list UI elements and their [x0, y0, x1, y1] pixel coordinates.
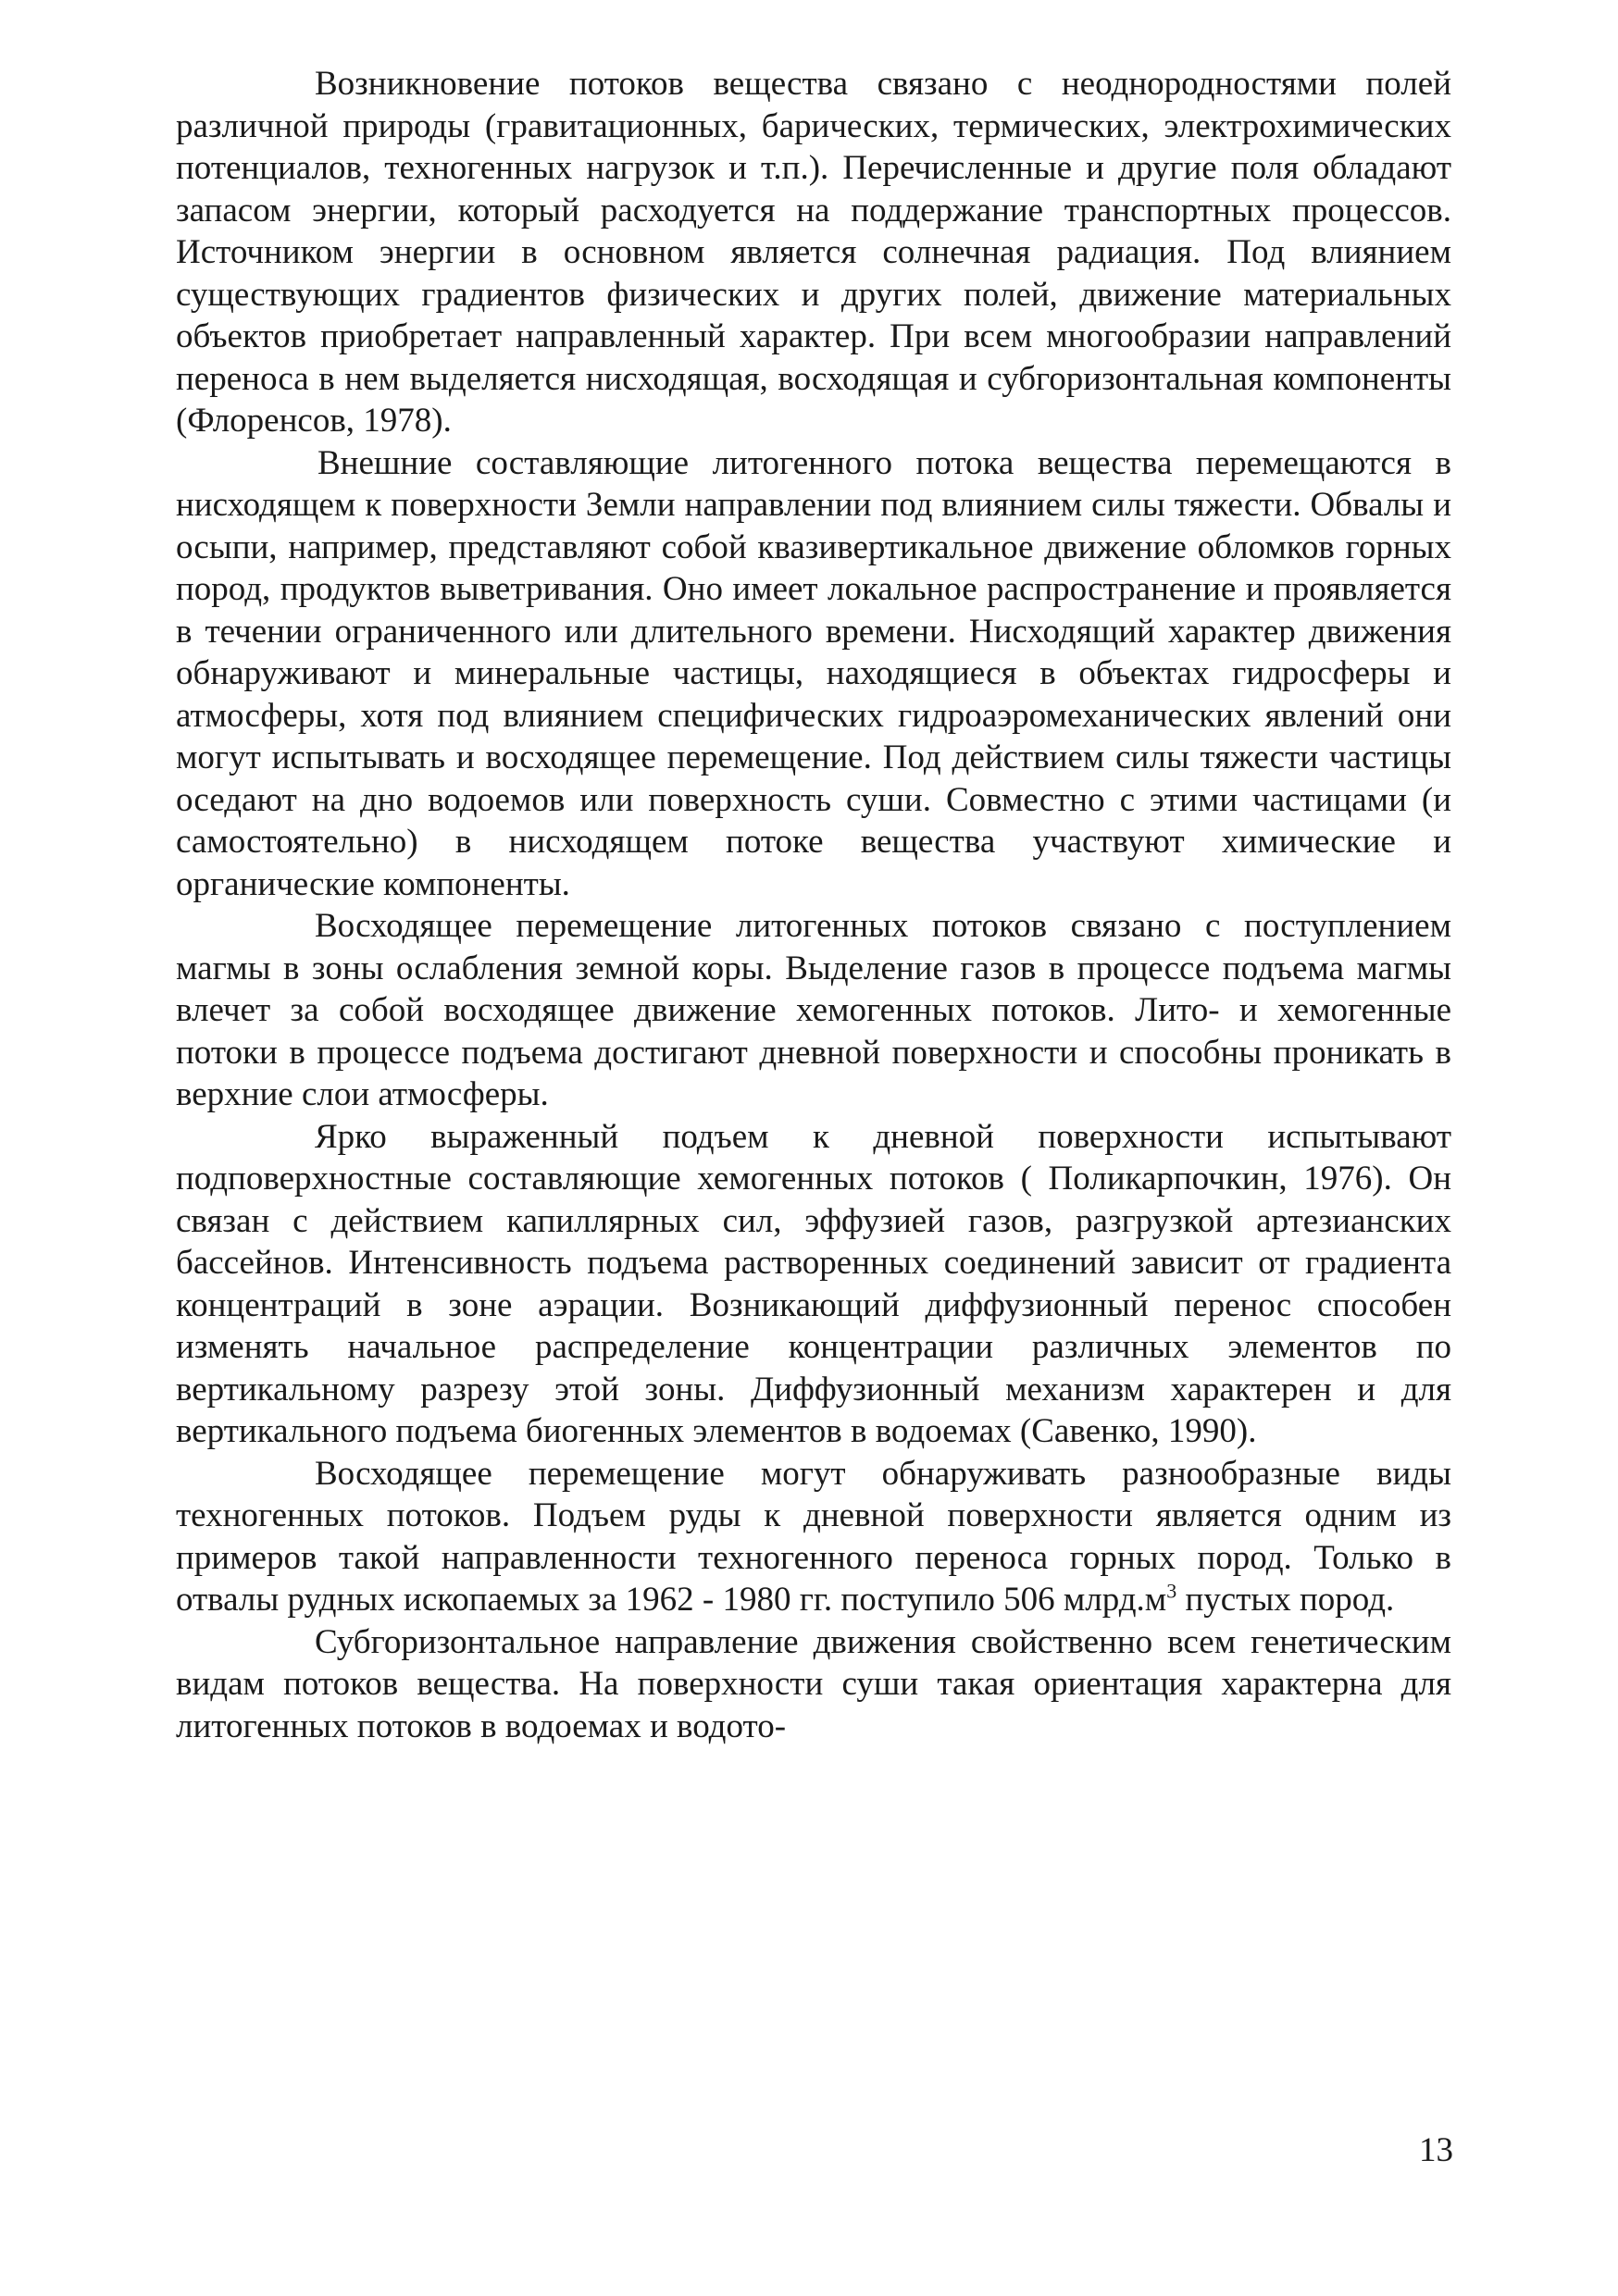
- paragraph-6: Субгоризонтальное направление движения свойственно всем генетическим видам потоков вещества. На поверхности суши такая ориентация характерна для литогенных потоков в водоемах и водото-: [176, 1622, 1451, 1745]
- paragraph-1: Возникновение потоков вещества связано с неоднородностями полей различной природы (гравитационных, барических, термических, электрохимических потенциалов, техногенных нагрузок и т.п.). Перечисленные и другие поля обладают запасом энергии, который расходуется на поддержание транспортных процессов. Источником энергии в основном является солнечная радиация. Под влиянием существующих градиентов физических и других полей, движение материальных объектов приобретает направленный характер. При всем многообразии направлений переноса в нем выделяется нисходящая, восходящая и субгоризонтальная компоненты (Флоренсов, 1978).: [176, 65, 1451, 440]
- paragraph-5-text: Восходящее перемещение могут обнаруживать разнообразные виды техногенных потоков. Подъем руды к дневной поверхности является одним из примеров такой направленности техногенного переноса горных пород. Только в отвалы рудных ископаемых за 1962 - 1980 гг. поступило 506 млрд.м: [176, 1454, 1451, 1619]
- paragraph-3: Восходящее перемещение литогенных потоков связано с поступлением магмы в зоны ослабления земной коры. Выделение газов в процессе подъема магмы влечет за собой восходящее движение хемогенных потоков. Лито- и хемогенные потоки в процессе подъема достигают дневной поверхности и способны проникать в верхние слои атмосферы.: [176, 907, 1451, 1113]
- paragraph-5-tail: пустых пород.: [1176, 1581, 1395, 1619]
- superscript-cubic: 3: [1166, 1579, 1177, 1603]
- paragraph-5: [176, 1453, 1451, 1621]
- paragraph-2: Внешние составляющие литогенного потока вещества перемещаются в нисходящем к поверхности Земли направлении под влиянием силы тяжести. Обвалы и осыпи, например, представляют собой квазивертикальное движение обломков горных пород, продуктов выветривания. Оно имеет локальное распространение и проявляется в течении ограниченного или длительного времени. Нисходящий характер движения обнаруживают и минеральные частицы, находящиеся в объектах гидросферы и атмосферы, хотя под влиянием специфических гидроаэромеханических явлений они могут испытывать и восходящее перемещение. Под действием силы тяжести частицы оседают на дно водоемов или поверхность суши. Совместно с этими частицами (и самостоятельно) в нисходящем потоке вещества участвуют химические и органические компоненты.: [176, 443, 1451, 903]
- paragraph-4: Ярко выраженный подъем к дневной поверхности испытывают подповерхностные составляющие хемогенных потоков ( Поликарпочкин, 1976). Он связан с действием капиллярных сил, эффузией газов, разгрузкой артезианских бассейнов. Интенсивность подъема растворенных соединений зависит от градиента концентраций в зоне аэрации. Возникающий диффузионный перенос способен изменять начальное распределение концентрации различных элементов по вертикальному разрезу этой зоны. Диффузионный механизм характерен и для вертикального подъема биогенных элементов в водоемах (Савенко, 1990).: [176, 1117, 1451, 1450]
- page-number: 13: [1419, 2131, 1453, 2169]
- body-text: [176, 63, 1451, 1747]
